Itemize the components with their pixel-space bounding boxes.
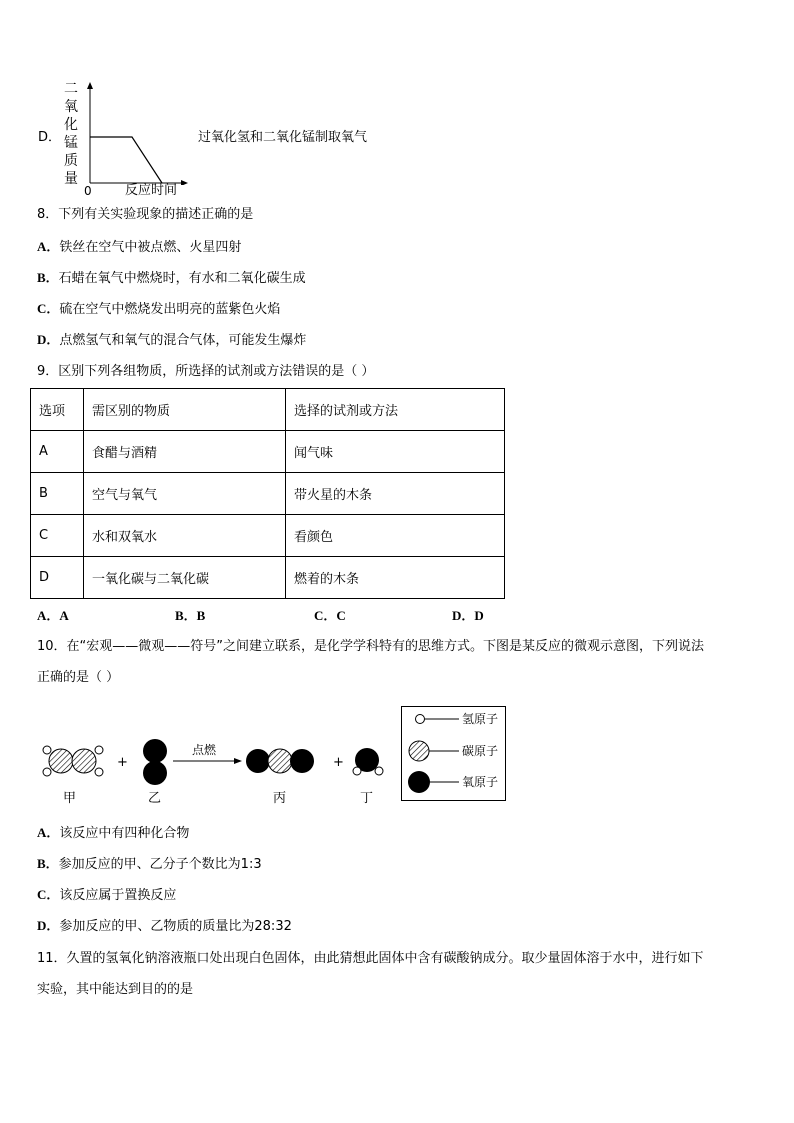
q10-legend — [401, 706, 506, 801]
q10-option-b: B．参加反应的甲、乙分子个数比为1:3 — [37, 856, 262, 872]
q8-stem: 8．下列有关实验现象的描述正确的是 — [37, 207, 254, 222]
q7-option-d-letter: D． — [38, 130, 62, 145]
table-cell: 空气与氧气 — [84, 473, 286, 515]
q9-stem: 9．区别下列各组物质，所选择的试剂或方法错误的是（ ） — [37, 364, 375, 379]
reaction-condition: 点燃 — [192, 743, 217, 757]
q11-stem-line1: 11．久置的氢氧化钠溶液瓶口处出现白色固体，由此猜想此固体中含有碳酸钠成分。取少量固体溶于水中，进行如下 — [37, 951, 704, 966]
molecule-yi — [143, 739, 167, 785]
q10-stem-line2: 正确的是（ ） — [37, 670, 120, 685]
molecule-bing — [246, 749, 314, 773]
table-row — [31, 515, 505, 557]
label-yi: 乙 — [148, 791, 162, 806]
table-row — [31, 557, 505, 599]
q10-stem-line1: 10．在“宏观——微观——符号”之间建立联系，是化学学科特有的思维方式。下图是某反应的微观示意图，下列说法 — [37, 639, 705, 654]
table-cell: D — [31, 557, 84, 599]
q10-option-a: A．该反应中有四种化合物 — [37, 825, 190, 841]
q10-option-c: C．该反应属于置换反应 — [37, 887, 177, 903]
table-cell: 带火星的木条 — [286, 473, 505, 515]
table-cell: B — [31, 473, 84, 515]
q9-answer-c: C．C — [314, 608, 346, 623]
legend-carbon: 碳原子 — [462, 744, 499, 758]
q10-option-d: D．参加反应的甲、乙物质的质量比为28:32 — [37, 918, 292, 934]
q7-graph-ylabel: 二氧化锰质量 — [64, 81, 78, 187]
table-cell: 闻气味 — [286, 431, 505, 473]
q7-graph-xlabel: 反应时间 — [125, 183, 178, 198]
q11-stem-line2: 实验，其中能达到目的的是 — [37, 982, 194, 997]
q8-option-d: D．点燃氢气和氧气的混合气体，可能发生爆炸 — [37, 332, 307, 348]
table-header-cell: 需区别的物质 — [84, 389, 286, 431]
q7-graph-origin: 0 — [84, 184, 92, 198]
label-ding: 丁 — [360, 791, 374, 806]
label-jia: 甲 — [63, 791, 77, 806]
table-header-cell: 选项 — [31, 389, 84, 431]
hydrogen-atom-icon — [416, 715, 425, 724]
table-header-cell: 选择的试剂或方法 — [286, 389, 505, 431]
plus-sign: + — [333, 755, 344, 770]
arrow-icon — [234, 758, 242, 764]
q9-answer-a: A．A — [37, 608, 69, 623]
q7-graph — [80, 80, 190, 185]
table-cell: 燃着的木条 — [286, 557, 505, 599]
q7-graph-line — [90, 137, 162, 183]
legend-oxygen: 氧原子 — [462, 775, 499, 789]
q7-option-d-text: 过氧化氢和二氧化锰制取氧气 — [198, 130, 368, 145]
label-bing: 丙 — [273, 791, 287, 806]
table-cell: C — [31, 515, 84, 557]
carbon-atom-icon — [409, 741, 429, 761]
table-row — [31, 431, 505, 473]
plus-sign: + — [117, 755, 128, 770]
oxygen-atom-icon — [408, 771, 430, 793]
legend-hydrogen: 氢原子 — [462, 712, 499, 726]
table-row — [31, 473, 505, 515]
table-cell: 看颜色 — [286, 515, 505, 557]
molecule-ding — [353, 748, 383, 775]
table-cell: 水和双氧水 — [84, 515, 286, 557]
table-cell: 食醋与酒精 — [84, 431, 286, 473]
table-cell: 一氧化碳与二氧化碳 — [84, 557, 286, 599]
q9-answer-b: B．B — [175, 608, 206, 623]
table-cell: A — [31, 431, 84, 473]
q9-answer-d: D．D — [452, 608, 484, 623]
q8-option-b: B．石蜡在氧气中燃烧时，有水和二氧化碳生成 — [37, 270, 306, 286]
q8-option-a: A．铁丝在空气中被点燃、火星四射 — [37, 239, 242, 255]
q10-reaction-diagram — [30, 730, 400, 790]
q9-table — [30, 388, 505, 599]
table-header-row — [31, 389, 505, 431]
q8-option-c: C．硫在空气中燃烧发出明亮的蓝紫色火焰 — [37, 301, 281, 317]
molecule-jia — [43, 746, 103, 776]
